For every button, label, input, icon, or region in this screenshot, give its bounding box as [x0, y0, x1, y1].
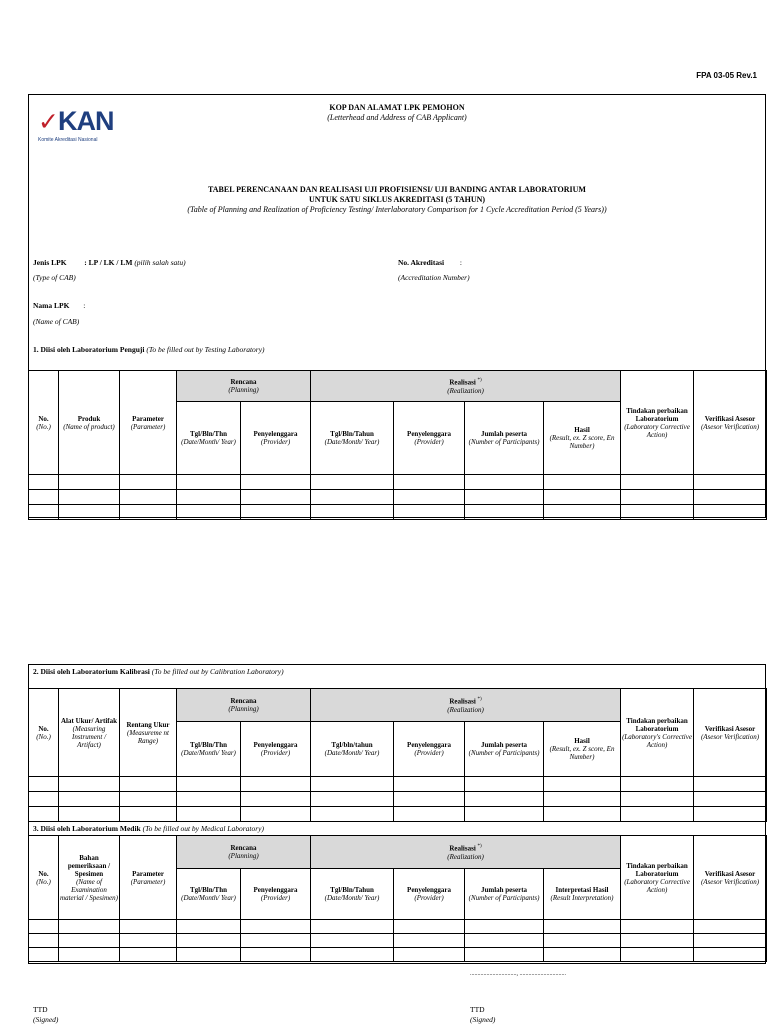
document-code: FPA 03-05 Rev.1 — [696, 71, 757, 80]
doc-title-line1: TABEL PERENCANAAN DAN REALISASI UJI PROFISIENSI/ UJI BANDING ANTAR LABORATORIUM — [208, 185, 586, 194]
checkmark-icon: ✓ — [38, 108, 58, 136]
rencana-header: Rencana (Planning) — [177, 689, 311, 722]
col-penyelenggara-plan-header: Penyelenggara (Provider) — [241, 722, 311, 777]
col-tgl-plan-header: Tgl/Bln/Thn (Date/Month/ Year) — [177, 722, 241, 777]
col-verifikasi-header: Verifikasi Asesor (Asesor Verification) — [694, 689, 767, 777]
jenis-lpk-note: (pilih salah satu) — [134, 258, 186, 267]
section2-heading — [33, 667, 284, 676]
col-tgl-real-header: Tgl/Bln/Tahun (Date/Month/ Year) — [311, 402, 394, 475]
section1-title-en: (To be filled out by Testing Laboratory) — [146, 345, 265, 354]
col-verifikasi-header: Verifikasi Asesor (Asesor Verification) — [694, 371, 767, 475]
col-penyelenggara-real-header: Penyelenggara (Provider) — [394, 402, 465, 475]
nama-lpk-en: (Name of CAB) — [33, 317, 80, 326]
realisasi-header: Realisasi *) (Realization) — [311, 689, 621, 722]
nama-lpk-value[interactable]: : — [83, 301, 86, 310]
col-penyelenggara-plan-header: Penyelenggara (Provider) — [241, 869, 311, 920]
col-no-header: No. (No.) — [29, 689, 59, 777]
right-ttd: TTD — [470, 1005, 485, 1014]
left-signed: (Signed) — [33, 1015, 59, 1024]
right-signed: (Signed) — [470, 1015, 496, 1024]
col-jumlah-header: Jumlah peserta (Number of Participants) — [465, 722, 544, 777]
col-no-header: No. (No.) — [29, 836, 59, 920]
section2-title-en: (To be filled out by Calibration Laboratory) — [151, 667, 284, 676]
col-tindakan-header: Tindakan perbaikan Laboratorium (Laboratory Corrective Action) — [621, 836, 694, 920]
doc-title-line3: (Table of Planning and Realization of Proficiency Testing/ Interlaboratory Comparison for 1 Cycle Accreditation Period (5 Years)) — [187, 205, 607, 214]
table-row[interactable] — [29, 505, 767, 520]
table-row[interactable] — [29, 920, 767, 934]
col-produk-header: Produk (Name of product) — [59, 371, 120, 475]
doc-title-line2: UNTUK SATU SIKLUS AKREDITASI (5 TAHUN) — [308, 195, 486, 204]
col-penyelenggara-plan-header: Penyelenggara (Provider) — [241, 402, 311, 475]
section3-title: 3. Diisi oleh Laboratorium Medik — [33, 824, 141, 833]
col-tindakan-header: Tindakan perbaikan Laboratorium (Laboratory Corrective Action) — [621, 371, 694, 475]
table-row[interactable] — [29, 777, 767, 792]
col-bahan-header: Bahan pemeriksaan / Spesimen (Name of Examination material / Spesimen) — [59, 836, 120, 920]
logo-subtitle: Komite Akreditasi Nasional — [38, 137, 98, 143]
col-verifikasi-header: Verifikasi Asesor (Asesor Verification) — [694, 836, 767, 920]
jenis-lpk-value[interactable]: : LP / LK / LM — [84, 258, 133, 267]
table-row[interactable] — [29, 948, 767, 962]
table-row[interactable] — [29, 934, 767, 948]
place-date-line[interactable]: ..............................., ............................... — [470, 971, 566, 977]
table-row[interactable] — [29, 792, 767, 807]
col-tgl-plan-header: Tgl/Bln/Thn (Date/Month/ Year) — [177, 869, 241, 920]
col-no-header: No. (No.) — [29, 371, 59, 475]
realisasi-header: Realisasi *) (Realization) — [311, 836, 621, 869]
col-alat-ukur-header: Alat Ukur/ Artifak (Measuring Instrument / Artifact) — [59, 689, 120, 777]
col-tgl-real-header: Tgl/Bln/Tahun (Date/Month/ Year) — [311, 869, 394, 920]
letterhead-title: KOP DAN ALAMAT LPK PEMOHON — [329, 103, 465, 112]
col-jumlah-header: Jumlah peserta (Number of Participants) — [465, 402, 544, 475]
no-akreditasi-en: (Accreditation Number) — [398, 273, 470, 282]
col-rentang-ukur-header: Rentang Ukur (Measureme nt Range) — [120, 689, 177, 777]
nama-lpk-label: Nama LPK — [33, 301, 70, 310]
col-tgl-real-header: Tgl/bln/tahun (Date/Month/ Year) — [311, 722, 394, 777]
table-row[interactable] — [29, 807, 767, 822]
table-row[interactable] — [29, 475, 767, 490]
col-parameter-header: Parameter (Parameter) — [120, 371, 177, 475]
realisasi-header: Realisasi *) (Realization) — [311, 371, 621, 402]
col-interpretasi-header: Interpretasi Hasil (Result Interpretation) — [544, 869, 621, 920]
col-parameter-header: Parameter (Parameter) — [120, 836, 177, 920]
table-row[interactable] — [29, 490, 767, 505]
no-akreditasi-label: No. Akreditasi — [398, 258, 445, 267]
section1-heading — [33, 345, 265, 354]
jenis-lpk-label: Jenis LPK — [33, 258, 67, 267]
nama-lpk-field — [33, 301, 85, 310]
col-penyelenggara-real-header: Penyelenggara (Provider) — [394, 722, 465, 777]
col-jumlah-header: Jumlah peserta (Number of Participants) — [465, 869, 544, 920]
section2-title: 2. Diisi oleh Laboratorium Kalibrasi — [33, 667, 150, 676]
section3-title-en: (To be filled out by Medical Laboratory) — [142, 824, 264, 833]
jenis-lpk-field — [33, 258, 186, 267]
col-tgl-plan-header: Tgl/Bln/Thn (Date/Month/ Year) — [177, 402, 241, 475]
section2-table — [28, 688, 767, 822]
rencana-header: Rencana (Planning) — [177, 371, 311, 402]
letterhead-subtitle: (Letterhead and Address of CAB Applicant) — [327, 113, 467, 122]
col-penyelenggara-real-header: Penyelenggara (Provider) — [394, 869, 465, 920]
section1-title: 1. Diisi oleh Laboratorium Penguji — [33, 345, 145, 354]
col-tindakan-header: Tindakan perbaikan Laboratorium (Laboratory's Corrective Action) — [621, 689, 694, 777]
logo-text: KAN — [57, 106, 114, 136]
left-ttd: TTD — [33, 1005, 48, 1014]
rencana-header: Rencana (Planning) — [177, 836, 311, 869]
col-hasil-header: Hasil (Result, ex. Z score, En Number) — [544, 722, 621, 777]
no-akreditasi-field — [398, 258, 462, 267]
jenis-lpk-en: (Type of CAB) — [33, 273, 76, 282]
no-akreditasi-value[interactable]: : — [459, 258, 462, 267]
section3-heading — [33, 824, 264, 833]
section1-table — [28, 370, 767, 520]
section3-table — [28, 835, 767, 962]
col-hasil-header: Hasil (Result, ex. Z score, En Number) — [544, 402, 621, 475]
